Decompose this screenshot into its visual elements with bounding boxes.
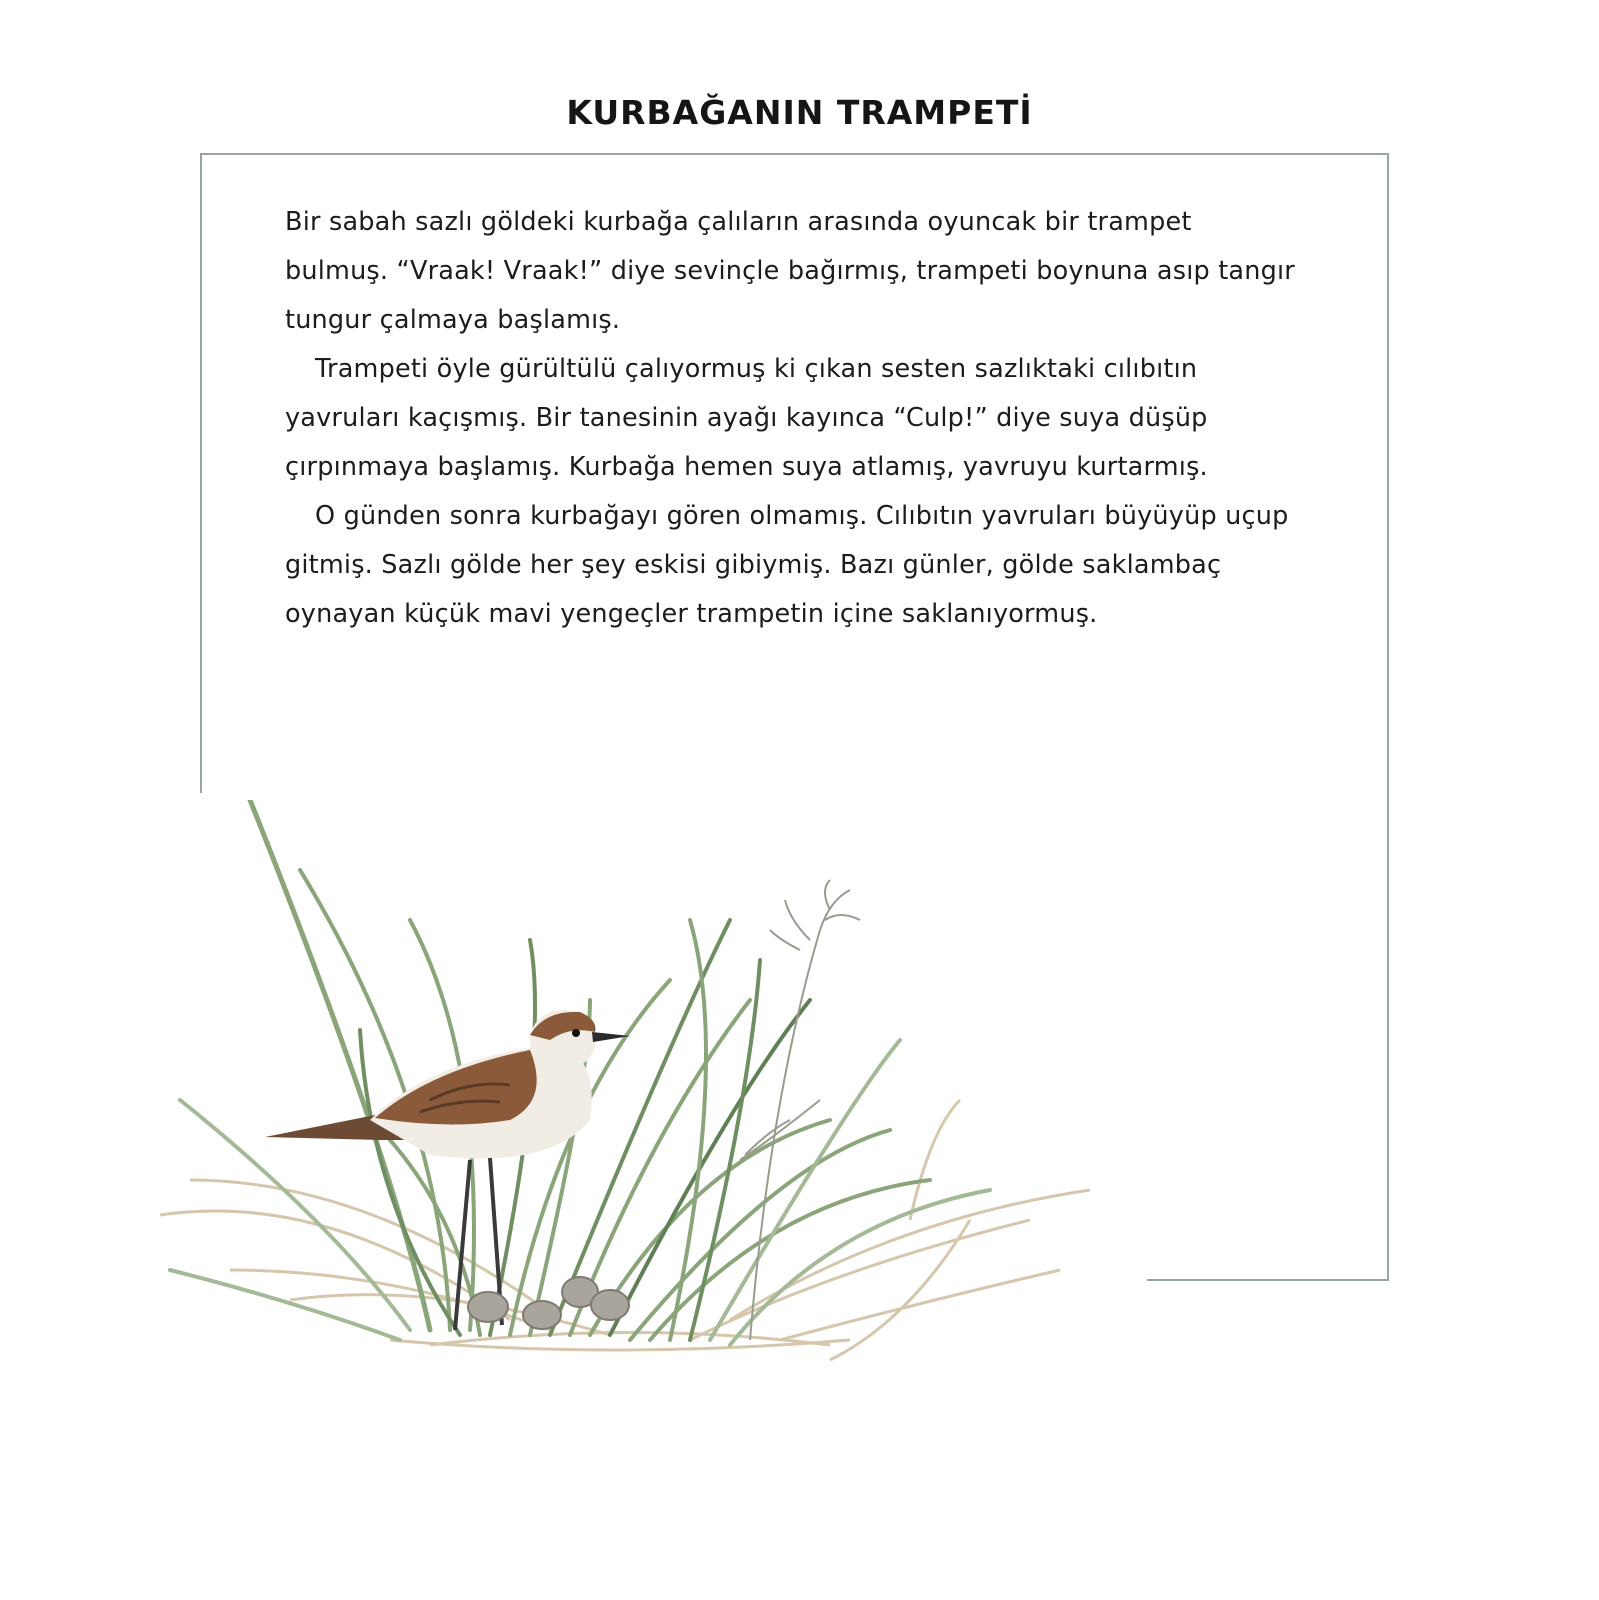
story-paragraph-3: O günden sonra kurbağayı gören olmamış. Cılıbıtın yavruları büyüyüp uçup gitmiş. Sazlı gölde her şey eskisi gibiymiş. Bazı günler, gölde saklambaç oynayan küçük mavi yengeçler trampetin içine saklanıyormuş. [285, 501, 1289, 629]
egg [468, 1292, 508, 1322]
frame-right-line [1387, 153, 1389, 1281]
story-text [285, 198, 1295, 639]
story-paragraph-2: Trampeti öyle gürültülü çalıyormuş ki çıkan sesten sazlıktaki cılıbıtın yavruları kaçışmış. Bir tanesinin ayağı kayınca “Culp!” diye suya düşüp çırpınmaya başlamış. Kurbağa hemen suya atlamış, yavruyu kurtarmış. [285, 354, 1208, 482]
egg [591, 1290, 629, 1320]
bird-wing [375, 1050, 537, 1125]
frame-bottom-line [1147, 1279, 1389, 1281]
bird-eye [572, 1029, 580, 1037]
page-title: KURBAĞANIN TRAMPETİ [566, 93, 1033, 132]
seed-head [740, 880, 860, 1340]
bird-grass-illustration [130, 800, 1150, 1420]
frame-left-line [200, 153, 202, 793]
egg [523, 1301, 561, 1329]
eggs [468, 1277, 629, 1329]
dry-grass-clump [160, 1100, 1090, 1360]
frame-top-line [200, 153, 1389, 155]
story-paragraph-1: Bir sabah sazlı göldeki kurbağa çalıların arasında oyuncak bir trampet bulmuş. “Vraak! Vraak!” diye sevinçle bağırmış, trampeti boynuna asıp tangır tungur çalmaya başlamış. [285, 207, 1295, 335]
